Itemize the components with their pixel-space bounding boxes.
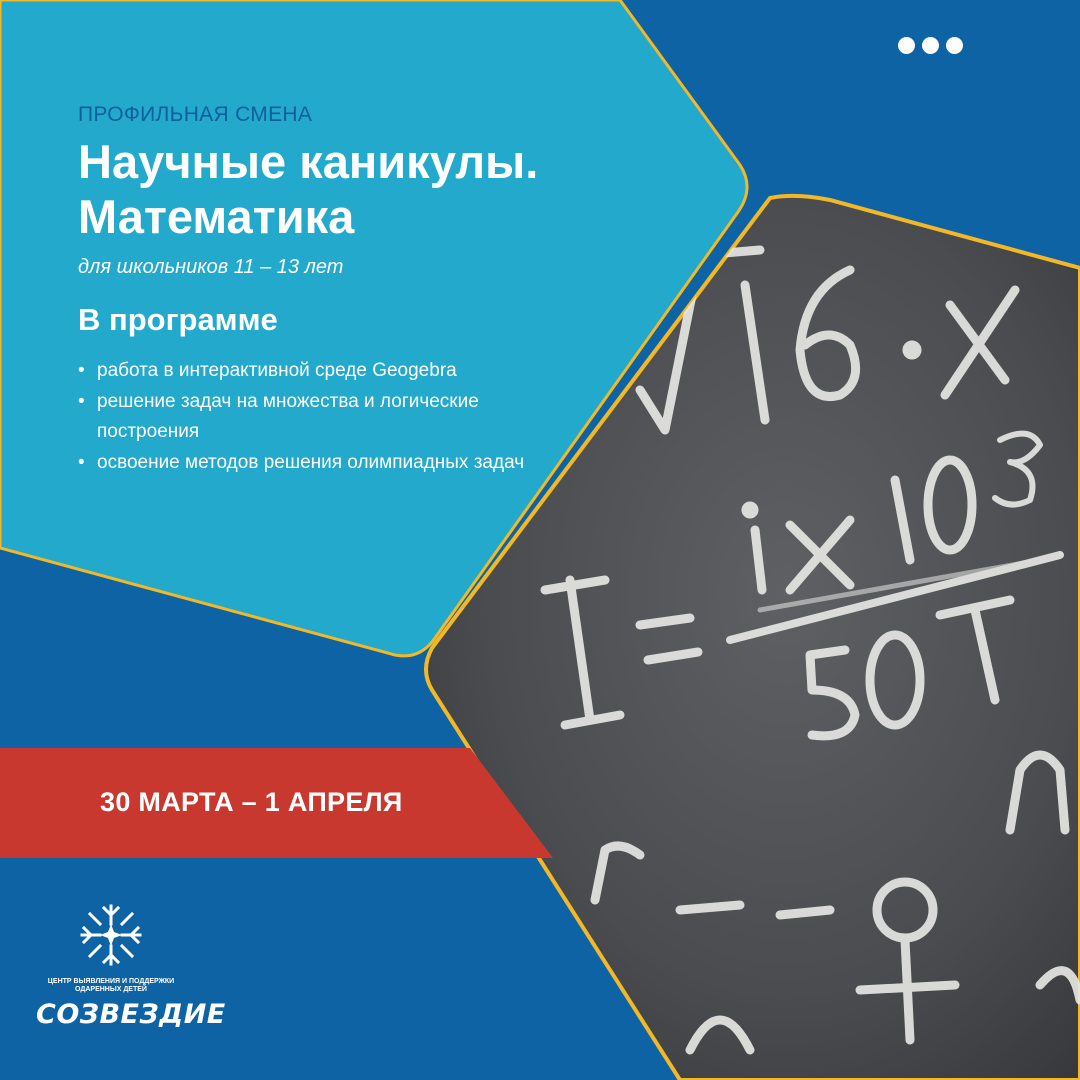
- snowflake-star-icon: [78, 902, 144, 968]
- title-line-1: Научные каникулы.: [78, 135, 539, 188]
- logo-name: СОЗВЕЗДИЕ: [36, 999, 226, 1030]
- organization-logo: [36, 902, 226, 1030]
- dot: [922, 37, 939, 54]
- dot: [946, 37, 963, 54]
- program-list: [78, 356, 538, 479]
- dot: [898, 37, 915, 54]
- page-title: [78, 134, 538, 244]
- program-item-sets-logic: • решение задач на множества и логические построения: [78, 387, 538, 447]
- program-item-olympiad: • освоение методов решения олимпиадных задач: [78, 448, 538, 478]
- logo-subtitle: [36, 978, 186, 994]
- event-dates: 30 МАРТА – 1 АПРЕЛЯ: [100, 787, 403, 817]
- logo-subtitle-line-1: ЦЕНТР ВЫЯВЛЕНИЯ И ПОДДЕРЖКИ: [47, 978, 175, 985]
- more-dots-icon[interactable]: [898, 37, 963, 54]
- program-item-geogebra: • работа в интерактивной среде Geogebra: [78, 356, 538, 386]
- program-heading: В программе: [78, 302, 278, 337]
- age-subtitle: для школьников 11 – 13 лет: [78, 256, 344, 278]
- event-kicker: ПРОФИЛЬНАЯ СМЕНА: [78, 103, 313, 126]
- title-line-2: Математика: [78, 190, 355, 243]
- logo-subtitle-line-2: ОДАРЕННЫХ ДЕТЕЙ: [75, 986, 147, 993]
